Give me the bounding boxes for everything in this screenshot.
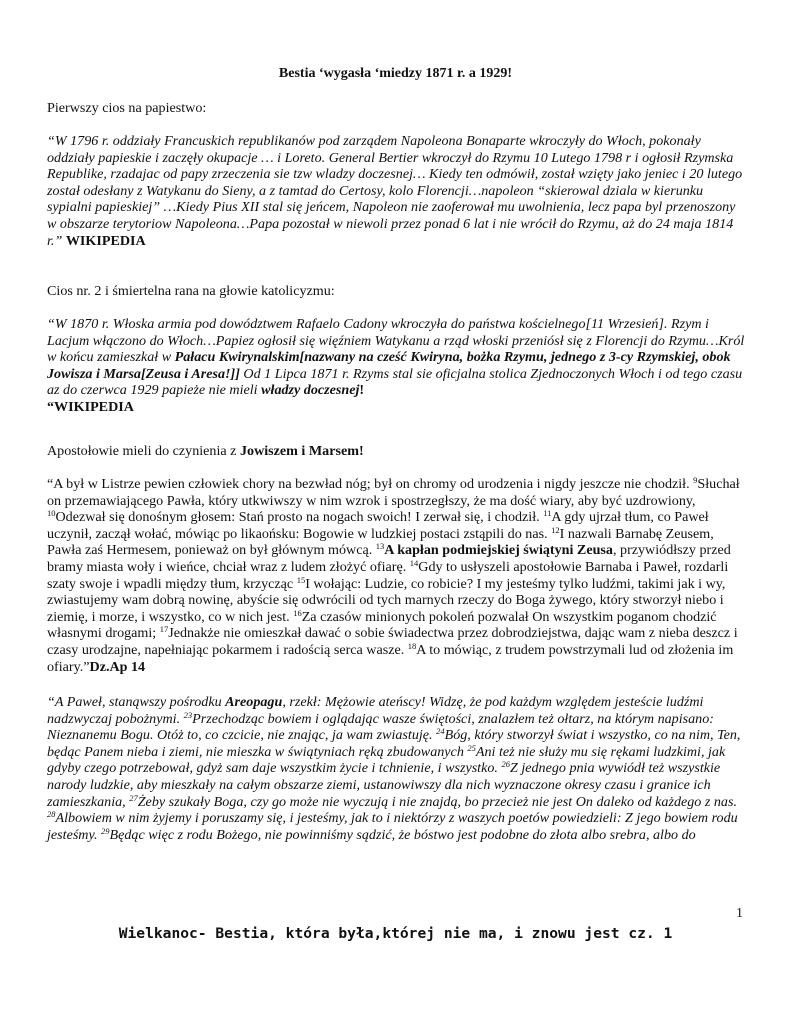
apostles-line [47,443,747,460]
acts-text: Gdy to usłyszeli apostołowie Barnaba i Paweł, rozdarli szaty swoje i wpadli między tłum, krzycząc [47,558,729,592]
verse-number: 24 [436,726,445,737]
areopag-text: Bóg, który stworzył świat i wszystko, co na nim, Ten, będąc Panem nieba i ziemi, nie mieszka w świątyniach ręką zbudowanych [47,727,741,760]
apostles-bold: Jowiszem i Marsem! [239,443,364,459]
verse-number: 27 [129,792,138,803]
heading-second-blow: Cios nr. 2 i śmiertelna rana na głowie katolicyzmu: [47,283,335,299]
quote-1870-bold-temporal-power: władzy doczesnej [261,382,360,399]
areopag-text: , rzekł: Mężowie ateńscy! Widzę, że pod każdym względem jesteście ludźmi nadzwyczaj pobożnymi. [47,694,704,727]
verse-number: 10 [47,508,56,519]
verse-number: 16 [293,607,302,618]
areopag-text: Będąc więc z rodu Bożego, nie powinniśmy sądzić, że bóstwo jest podobne do złota albo srebra, albo do [109,826,696,843]
acts-text: A to mówiąc, z trudem powstrzymali lud od złożenia im ofiary.” [47,641,734,675]
areopag-bold: Areopagu [225,694,283,710]
page-title: Bestia ‘wygasła ‘miedzy 1871 r. a 1929! [278,66,513,81]
acts-text: A gdy ujrzał tłum, co Paweł uczynił, zaczął wołać, mówiąc po likaońsku: Bogowie w ludzkiej postaci zstąpili do nas. [47,509,709,542]
quote-1796-text: “W 1796 r. oddziały Francuskich republikanów pod zarządem Napoleona Bonaparte wkroczyły do Włoch, pokonały oddziały papieskie i zaczęły okupacje … i Loreto. General Bertier wkroczył do Rzymu 10 Lutego 1798 r i ogłosił Rzymska Republike, rzadajac od papy zrzeczenia sie tzw wladzy doczesnej… Kiedy ten odmówił, został wzięty jako jeniec i 20 lutego został odesłany z Watykanu do Sieny, a z tamtad do Certosy, kolo Florencji…napoleon “skierowal dziala w kierunku sypialni papieskiej” …Kiedy Pius XII stal się jeńcem, Napoleon nie zaoferował mu uwolnienia, lecz papa byl przenoszony w obszarze terytoriow Napoleona…Papa pozostał w niewoli przez ponad 6 lat i nie wrócił do Rzymu, aż do 24 maja 1814 r.” [47,133,743,249]
verse-number: 15 [296,574,306,585]
quote-1870-bold-quirinal: Pałacu Kwirynalskim[nazwany na cześć Kwiryna, bożka Rzymu, jednego z 3-cy Rzymskiej, obok Jowisza i Marsa[Zeusa i Aresa!]] [47,349,731,382]
page-number: 1 [736,906,743,921]
quote-1870-exclamation: ! [359,382,365,399]
quote-1870-source: “WIKIPEDIA [47,398,134,415]
acts-text: I nazwali Barnabę Zeusem, Pawła zaś Hermesem, ponieważ on był głównym mówcą. [47,525,714,559]
acts-text: I wołając: Ludzie, co robicie? I my jesteśmy tylko ludźmi, takimi jak i wy, zwiastujemy wam dobrą nowinę, abyście się odwrócili od tych marnych rzeczy do Boga żywego, który stworzył niebo i ziemię, i morze, i wszystko, co w nich jest. [47,575,726,625]
quote-1870-text-2: Od 1 Lipca 1871 r. Rzyms stal sie oficjalna stolica Zjednoczonych Włoch i od tego czasu az do czerwca 1929 papieże nie mieli [47,365,743,399]
acts-text: Słuchał on przemawiającego Pawła, który utkwiwszy w nim wzrok i spostrzegłszy, że ma dość wiary, aby być uzdrowiony, [47,476,740,509]
verse-number: 26 [501,759,510,770]
acts-text: “A był w Listrze pewien człowiek chory na bezwład nóg; był on chromy od urodzenia i nigdy jeszcze nie chodził. [47,476,694,492]
verse-number: 12 [551,524,560,535]
areopag-passage [47,694,747,843]
acts-bold-priest-of-zeus: A kapłan podmiejskiej świątyni Zeusa [384,542,613,559]
verse-number: 17 [159,624,169,635]
areopag-text: Ani też nie służy mu się rękami ludzkimi, jak gdyby czego potrzebował, gdyż sam daje wszystkim życie i tchnienie, i wszystko. [47,743,726,777]
quote-1796 [47,133,747,249]
quote-1870-text: “W 1870 r. Włoska armia pod dowództwem Rafaelo Cadony wkroczyła do państwa kościelnego[11 Wrzesień]. Rzym i Lacjum włączono do Włoch…Papiez ogłosił się więźniem Watykanu a rząd włoski przeniósł się z Florencji do Rzymu…Król w końcu zamieszkał w [47,316,745,366]
areopag-text: “A Paweł, stanąwszy pośrodku [47,694,226,710]
verse-number: 11 [543,508,552,519]
areopag-text: Albowiem w nim żyjemy i poruszamy się, i jesteśmy, jak to i niektórzy z waszych poetów powiedzieli: Z jego bowiem rodu jesteśmy. [47,810,738,843]
areopag-text: Przechodząc bowiem i oglądając wasze świętości, znalazłem też ołtarz, na którym napisano: Nieznanemu Bogu. Otóż to, co czcicie, nie znając, ja wam zwiastuję. [47,710,714,744]
quote-1870 [47,316,747,416]
heading-first-blow: Pierwszy cios na papiestwo: [47,100,207,116]
verse-number: 18 [407,640,417,651]
acts-text: Jednakże nie omieszkał dawać o sobie świadectwa przez dobrodziejstwa, dając wam z nieba deszcz i czasy urodzajne, napełniając pokarmem i radością serca wasze. [47,625,738,658]
verse-number: 14 [409,557,419,568]
footer-title: Wielkanoc- Bestia, która była,której nie ma, i znowu jest cz. 1 [118,925,673,942]
areopag-text: Żeby szukały Boga, czy go może nie wyczują i nie znajdą, bo przecież nie jest On daleko od każdego z nas. [137,793,737,810]
acts-text: Odezwał się donośnym głosem: Stań prosto na nogach swoich! I zerwał się, i chodził. [55,509,544,526]
verse-number: 23 [183,709,193,720]
verse-number: 25 [467,742,476,753]
areopag-text: Z jednego pnia wywiódł też wszystkie narody ludzkie, aby mieszkały na całym obszarze ziemi, ustanowiwszy dla nich wyznaczone okresy czasu i granice ich zamieszkania, [47,760,721,810]
acts-reference: Dz.Ap 14 [89,658,146,675]
verse-number: 28 [47,809,56,820]
verse-number: 13 [375,541,385,552]
verse-number: 9 [693,475,698,485]
acts-text: , przywiódłszy przed bramy miasta woły i wieńce, chciał wraz z ludem złożyć ofiarę. [47,542,731,575]
quote-1796-source: WIKIPEDIA [65,232,146,249]
acts-14-passage [47,476,747,675]
verse-number: 29 [101,825,110,836]
apostles-text: Apostołowie mieli do czynienia z [47,443,240,459]
acts-text: Za czasów minionych pokoleń pozwalał On wszystkim poganom chodzić własnymi drogami; [47,608,717,642]
